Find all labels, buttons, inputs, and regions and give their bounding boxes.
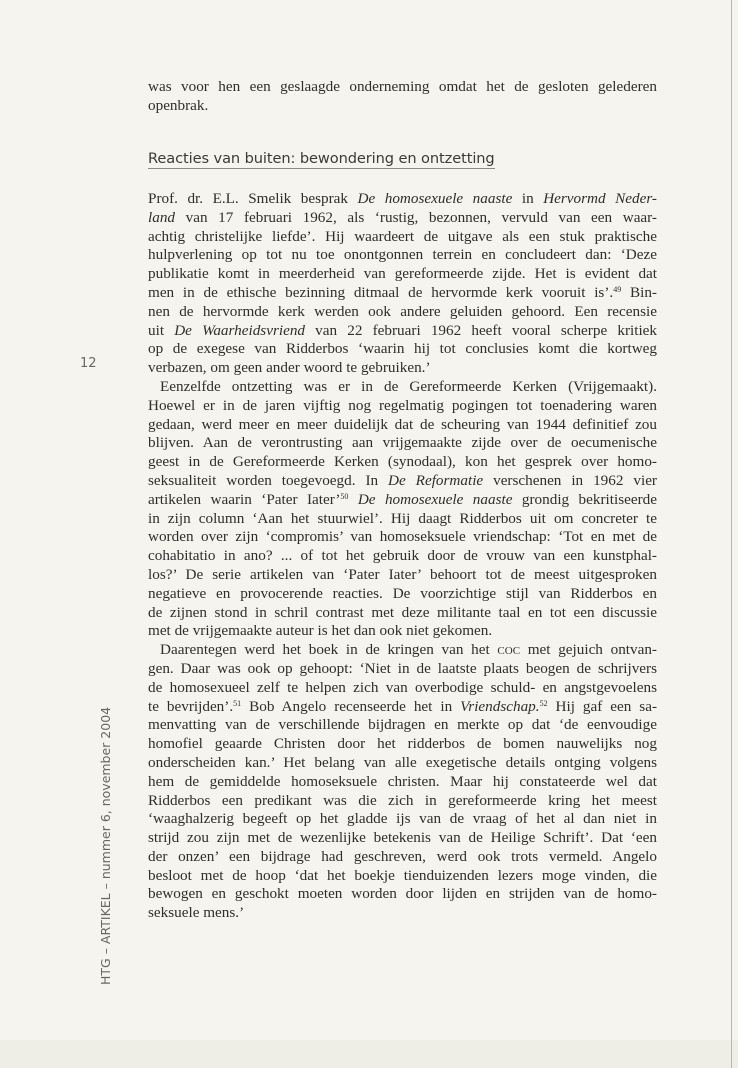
text-run: verbazen, om geen ander woord te gebruiken.’ [148, 359, 431, 377]
text-run: Hij gaf een sa- [547, 697, 658, 715]
text-run: Hoewel er in de jaren vijftig nog regelmatig pogingen tot toenadering waren [148, 396, 657, 414]
text-run: men in de ethische bezinning ditmaal de hervormde kerk vooruit is’. [148, 283, 614, 301]
paragraph [148, 378, 657, 641]
italic-title: Vriendschap. [460, 697, 540, 715]
small-caps-text: coc [497, 641, 521, 659]
text-run: seksuele mens.’ [148, 904, 245, 922]
text-run: nen de hervormde kerk werden ook andere geluiden gehoord. Een recensie [148, 302, 657, 320]
text-line [148, 78, 657, 97]
text-run: gen. Daar was ook op gehoopt: ‘Niet in de laatste plaats beogen de schrijvers [148, 659, 657, 677]
text-run: uit [148, 321, 175, 339]
text-line [148, 340, 657, 359]
text-run: verschenen in 1962 vier [483, 471, 657, 489]
text-run: de zijnen stond in schril contrast met deze militante taal en tot een discussie [148, 603, 657, 621]
text-line [148, 585, 657, 604]
scan-bottom-band [0, 1040, 738, 1068]
text-run: cohabitatio in ano? ... of tot het gebruik door de vrouw van een kunstphal- [148, 547, 657, 565]
text-line [148, 848, 657, 867]
text-run: openbrak. [148, 96, 209, 114]
text-run: van 17 februari 1962, als ‘rustig, bezonnen, vervuld van een waar- [175, 208, 657, 226]
text-line [148, 528, 657, 547]
text-line [148, 698, 657, 717]
text-run: onderscheiden kan.’ Het belang van alle exegetische details ontging volgens [148, 753, 657, 771]
text-run: ‘waaghalzerig begeeft op het gladde ijs van de vraag of het al dan niet in [148, 810, 657, 828]
text-line [148, 491, 657, 510]
text-line [148, 604, 657, 623]
text-line [148, 190, 657, 209]
footnote-ref: 51 [233, 698, 242, 708]
text-run: blijven. Aan de verontrusting aan vrijgemaakte zijde over de oecumenische [148, 434, 657, 452]
text-line [148, 716, 657, 735]
text-run: Bob Angelo recenseerde het in [241, 697, 461, 715]
text-line [148, 97, 657, 116]
text-run: negatieve en provocerende reacties. De voorzichtige stijl van Ridderbos en [148, 584, 657, 602]
text-run: menvatting van de verschillende bijdragen en merkte op dat ‘de eenvoudige [148, 716, 657, 734]
text-line [148, 434, 657, 453]
text-run: de homosexueel zelf te helpen zich van overbodige schuld- en angstgevoelens [148, 678, 657, 696]
text-run: gedaan, werd meer en meer duidelijk dat de scheuring van 1944 definitief zou [148, 415, 657, 433]
text-run: Bin- [621, 283, 657, 301]
italic-title: De Reformatie [388, 471, 484, 489]
text-line [148, 472, 657, 491]
text-run: besloot met de hoop ‘dat het boekje tienduizenden lezers moge vinden, die [148, 866, 657, 884]
text-run: bewogen en geschokt moeten worden door lijden en strijden van de homo- [148, 885, 657, 903]
text-line [148, 228, 657, 247]
text-run: was voor hen een geslaagde onderneming omdat het de gesloten gelederen [148, 78, 657, 95]
italic-title: De homosexuele naaste [357, 490, 513, 508]
text-line [148, 904, 657, 923]
footnote-ref: 49 [613, 284, 622, 294]
text-line [148, 209, 657, 228]
intro-paragraph [148, 78, 657, 116]
text-run: in zijn column ‘Aan het stuurwiel’. Hij daagt Ridderbos uit om concreter te [148, 509, 657, 527]
text-line [148, 416, 657, 435]
text-line [148, 322, 657, 341]
text-line [148, 679, 657, 698]
text-run: hulpverlening op tot nu toe onontgonnen terrein en concludeert dan: ‘Deze [148, 246, 657, 264]
text-line [148, 754, 657, 773]
body-text [148, 190, 657, 923]
text-line [148, 359, 657, 378]
text-line [148, 773, 657, 792]
text-line [148, 641, 657, 660]
italic-title: land [148, 208, 176, 226]
text-run: met de vrijgemaakte auteur is het dan ook niet gekomen. [148, 622, 493, 640]
text-run: der onzen’ een bijdrage had geschreven, werd ook trots vermeld. Angelo [148, 847, 657, 865]
text-run: Prof. dr. E.L. Smelik besprak [148, 190, 358, 207]
text-run: achtig christelijke liefde’. Hij waardeert de uitgave als een stuk praktische [148, 227, 657, 245]
italic-title: De homosexuele naaste [357, 190, 513, 207]
text-run: Eenzelfde ontzetting was er in de Gereformeerde Kerken (Vrijgemaakt). [160, 377, 657, 395]
text-run: artikelen waarin ‘Pater Iater’ [148, 490, 341, 508]
paragraph [148, 641, 657, 923]
text-run: seksualiteit worden toegevoegd. In [148, 471, 389, 489]
text-run: te bevrijden’. [148, 697, 234, 715]
text-run: publikatie komt in meerderheid van gereformeerde zijde. Het is evident dat [148, 265, 657, 283]
text-run: van 22 februari 1962 heeft vooral scherpe kritiek [305, 321, 657, 339]
running-head: HTG – ARTIKEL – nummer 6, november 2004 [98, 706, 113, 985]
text-run: grondig bekritiseerde [512, 490, 657, 508]
text-run: Ridderbos een predikant was die zich in gereformeerde kring het meest [148, 791, 657, 809]
page-edge-line [731, 0, 732, 1068]
text-line [148, 792, 657, 811]
text-line [148, 453, 657, 472]
text-line [148, 660, 657, 679]
text-run: geest in de Gereformeerde Kerken (synodaal), kon het gesprek over homo- [148, 453, 657, 471]
text-line [148, 810, 657, 829]
paragraph [148, 190, 657, 378]
text-run: met gejuich ontvan- [520, 641, 657, 659]
text-line [148, 246, 657, 265]
text-line [148, 510, 657, 529]
text-line [148, 735, 657, 754]
text-line [148, 284, 657, 303]
text-line [148, 622, 657, 641]
text-line [148, 378, 657, 397]
section-heading: Reacties van buiten: bewondering en ontzetting [148, 150, 495, 167]
text-run: in [512, 190, 544, 207]
page-number: 12 [80, 356, 97, 371]
text-line [148, 303, 657, 322]
text-run: hem de gemiddelde homoseksuele christen. Maar hij constateerde wel dat [148, 772, 657, 790]
text-run: Daarentegen werd het boek in de kringen van het [160, 641, 498, 659]
text-line [148, 397, 657, 416]
text-run: los?’ De serie artikelen van ‘Pater Iater’ behoort tot de meest uitgesproken [148, 565, 657, 583]
text-run: homofiel geaarde Christen door het ridderbos de bomen nauwelijks nog [148, 735, 657, 753]
text-run: worden over zijn ‘compromis’ van homoseksuele vriendschap: ‘Tot en met de [148, 528, 657, 546]
italic-title: De Waarheidsvriend [174, 321, 306, 339]
text-run: strijd zou zijn met de wezenlijke betekenis van de Heilige Schrift’. Dat ‘een [148, 829, 657, 847]
text-run: op de exegese van Ridderbos ‘waarin hij tot conclusies komt die kortweg [148, 340, 657, 358]
text-run [348, 491, 357, 508]
text-line [148, 867, 657, 886]
text-line [148, 566, 657, 585]
text-line [148, 265, 657, 284]
footnote-ref: 52 [539, 698, 548, 708]
text-line [148, 547, 657, 566]
text-line [148, 829, 657, 848]
italic-title: Hervormd Neder- [543, 190, 657, 207]
text-line [148, 885, 657, 904]
footnote-ref: 50 [340, 491, 349, 501]
